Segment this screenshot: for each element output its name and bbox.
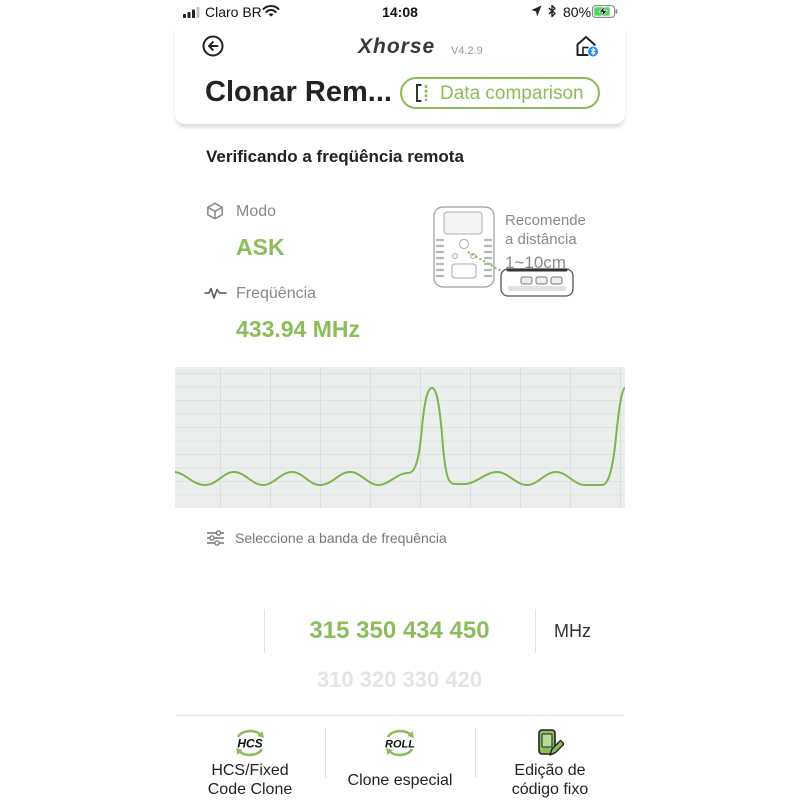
distance-hint-line1: Recomende bbox=[505, 212, 586, 229]
compare-icon bbox=[415, 83, 431, 103]
back-arrow-icon[interactable] bbox=[202, 35, 224, 57]
distance-hint-range: 1~10cm bbox=[505, 253, 566, 272]
nav-label-line: Edição de bbox=[514, 762, 586, 779]
carrier-name: Claro BR bbox=[205, 4, 262, 20]
edit-fixed-code-icon bbox=[536, 728, 564, 758]
band-unit: MHz bbox=[554, 621, 591, 641]
mode-value: ASK bbox=[236, 234, 285, 260]
roll-icon bbox=[382, 728, 418, 758]
nav-hcs-fixed-code-clone[interactable] bbox=[175, 726, 325, 800]
frequency-label: Freqüência bbox=[236, 285, 317, 302]
signal-waveform bbox=[175, 367, 625, 508]
battery-charging-icon bbox=[592, 5, 618, 18]
signal-trace bbox=[175, 388, 625, 485]
nav-label-line: código fixo bbox=[511, 781, 589, 798]
picker-divider bbox=[535, 609, 536, 653]
nav-label-line: HCS/Fixed bbox=[211, 762, 289, 779]
nav-label-line: Code Clone bbox=[207, 781, 293, 798]
status-time: 14:08 bbox=[382, 4, 418, 20]
home-bluetooth-icon[interactable] bbox=[575, 34, 599, 58]
mode-label: Modo bbox=[236, 203, 277, 220]
band-selection-label: Seleccione a banda de frequência bbox=[235, 530, 447, 546]
page-title: Clonar Rem... bbox=[205, 76, 392, 108]
cube-icon bbox=[206, 202, 224, 220]
hcs-icon bbox=[232, 728, 268, 758]
band-picker-option[interactable]: 310 320 330 420 bbox=[316, 667, 483, 692]
data-comparison-button[interactable] bbox=[400, 77, 600, 109]
bottom-nav-separator bbox=[175, 715, 625, 716]
data-comparison-label: Data comparison bbox=[440, 83, 584, 104]
wifi-icon bbox=[262, 4, 280, 17]
distance-hint-line2: a distância bbox=[505, 231, 577, 248]
battery-percentage: 80% bbox=[563, 4, 592, 20]
nav-label-line: Clone especial bbox=[347, 772, 453, 789]
band-picker-selected[interactable]: 315 350 434 450 bbox=[309, 617, 490, 644]
app-version: V4.2.9 bbox=[451, 45, 483, 57]
location-arrow-icon bbox=[531, 5, 542, 17]
bluetooth-icon bbox=[547, 4, 557, 18]
svg-text:ROLL: ROLL bbox=[385, 738, 415, 751]
pulse-icon bbox=[204, 286, 227, 300]
frequency-value: 433.94 MHz bbox=[236, 316, 361, 342]
cellular-signal-icon bbox=[183, 7, 201, 18]
svg-text:HCS: HCS bbox=[237, 736, 263, 751]
xhorse-logo: Xhorse bbox=[358, 35, 436, 58]
nav-clone-especial[interactable] bbox=[325, 726, 475, 800]
sliders-icon bbox=[206, 530, 225, 546]
section-heading: Verificando a freqüência remota bbox=[206, 147, 464, 166]
nav-edicao-codigo-fixo[interactable] bbox=[475, 726, 625, 800]
